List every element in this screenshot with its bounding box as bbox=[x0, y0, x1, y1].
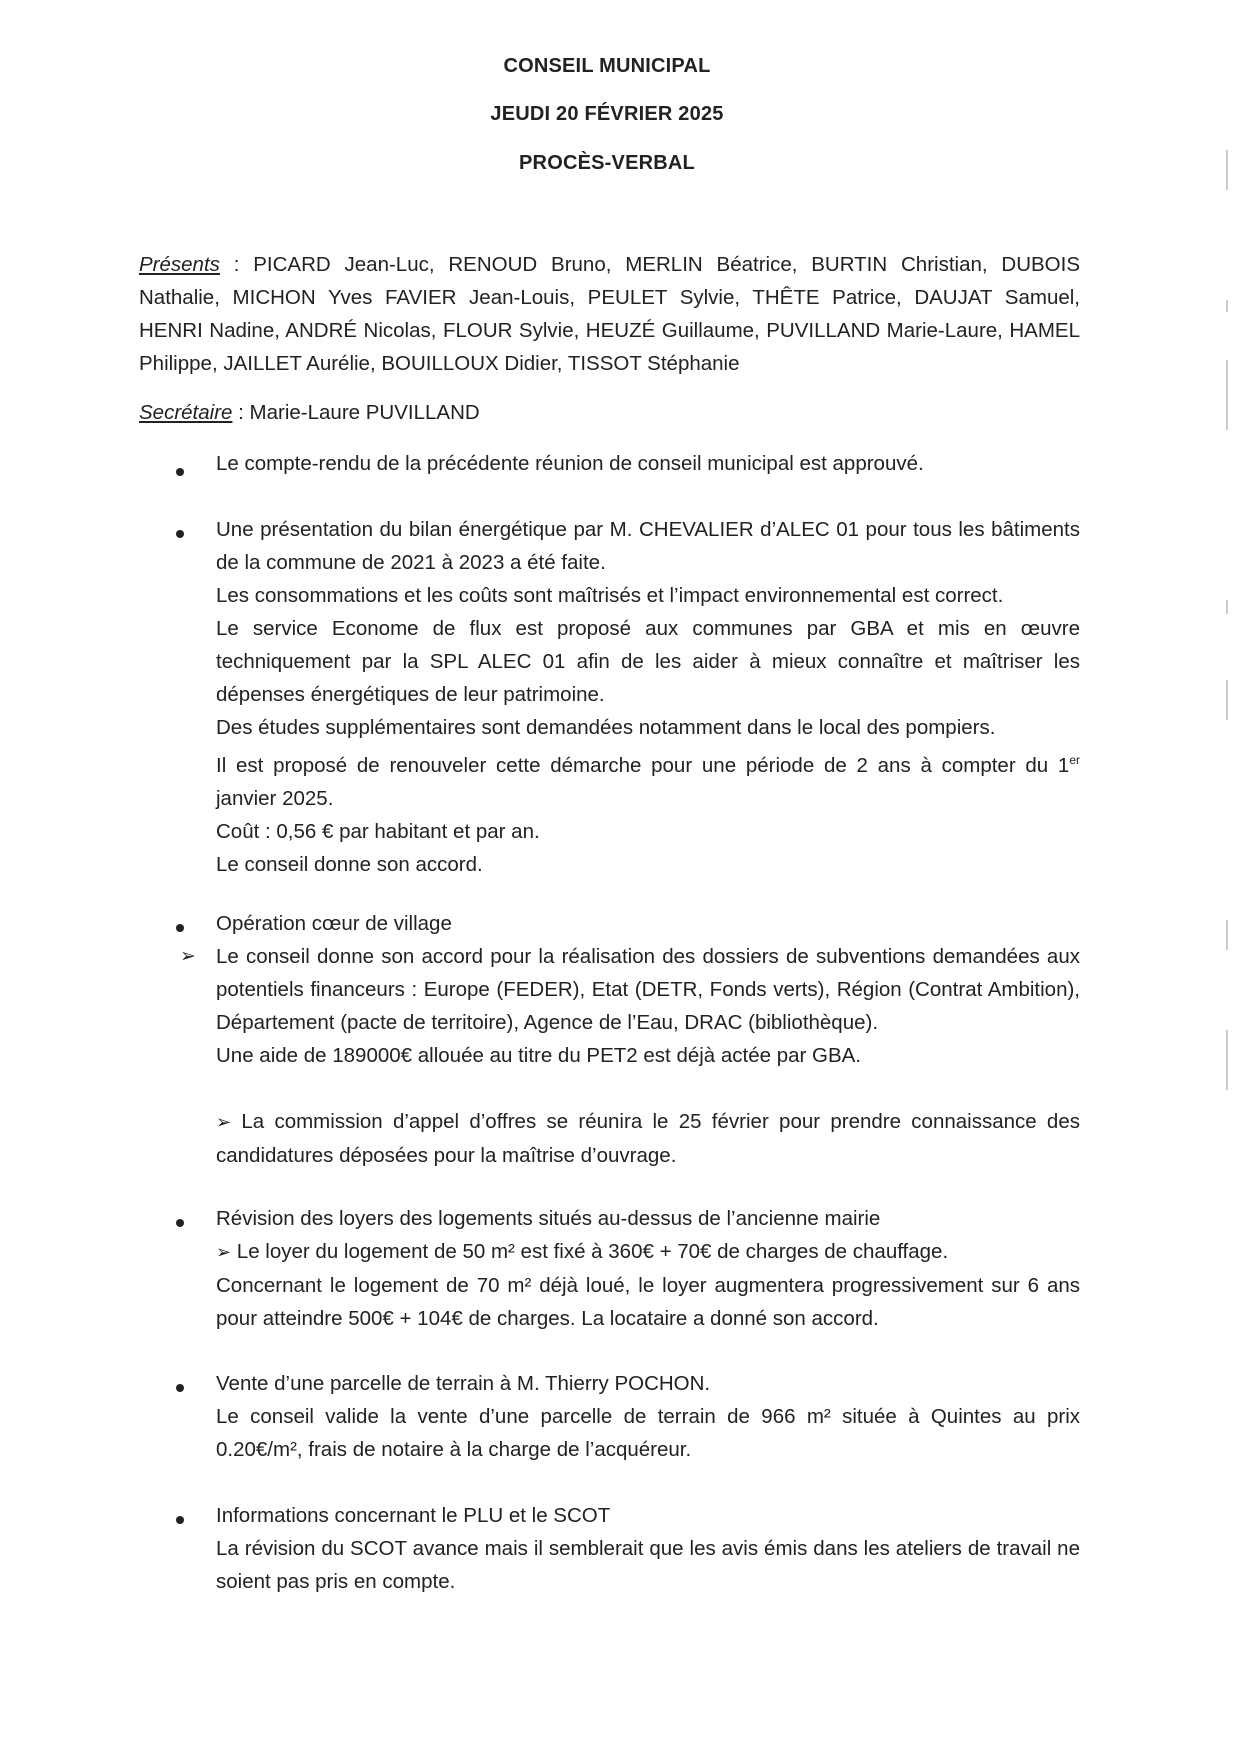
secretary-label: Secrétaire bbox=[139, 401, 233, 424]
loyers-p1 bbox=[216, 1235, 1080, 1269]
item-village bbox=[216, 907, 1080, 1172]
energy-p5 bbox=[216, 744, 1080, 815]
bullet-icon bbox=[176, 1384, 184, 1392]
item-approval bbox=[216, 447, 1080, 480]
header-subtitle: PROCÈS-VERBAL bbox=[519, 152, 695, 174]
attendees-paragraph bbox=[139, 248, 1080, 380]
attendees-list: PICARD Jean-Luc, RENOUD Bruno, MERLIN Béatrice, BURTIN Christian, DUBOIS Nathalie, MICHON Yves FAVIER Jean-Louis, PEULET Sylvie, THÊTE Patrice, DAUJAT Samuel, HENRI Nadine, ANDRÉ Nicolas, FLOUR Sylvie, HEUZÉ Guillaume, PUVILLAND Marie-Laure, HAMEL Philippe, JAILLET Aurélie, BOUILLOUX Didier, TISSOT Stéphanie bbox=[139, 253, 1080, 375]
energy-p7: Le conseil donne son accord. bbox=[216, 852, 483, 876]
village-p2: Une aide de 189000€ allouée au titre du PET2 est déjà actée par GBA. bbox=[216, 1044, 862, 1067]
village-title: Opération cœur de village bbox=[216, 912, 452, 935]
energy-p2: Les consommations et les coûts sont maîtrisés et l’impact environnemental est correct. bbox=[216, 584, 1004, 607]
scan-mark bbox=[1226, 300, 1228, 312]
bullet-icon bbox=[176, 924, 184, 932]
arrow-icon: ➢ bbox=[216, 1112, 232, 1132]
bullet-icon bbox=[176, 530, 184, 538]
energy-p4: Des études supplémentaires sont demandées notamment dans le local des pompiers. bbox=[216, 716, 996, 739]
scan-mark bbox=[1226, 600, 1228, 614]
item-energy bbox=[216, 513, 1080, 881]
scan-mark bbox=[1226, 920, 1228, 950]
bullet-icon bbox=[176, 468, 184, 476]
energy-p1: Une présentation du bilan énergétique par M. CHEVALIER d’ALEC 01 pour tous les bâtiments de la commune de 2021 à 2023 a été faite. bbox=[216, 518, 1080, 574]
vente-p1: Le conseil valide la vente d’une parcelle de terrain de 966 m² située à Quintes au prix 0.20€/m², frais de notaire à la charge de l’acquéreur. bbox=[216, 1405, 1080, 1461]
plu-title: Informations concernant le PLU et le SCOT bbox=[216, 1504, 611, 1527]
approval-text: Le compte-rendu de la précédente réunion de conseil municipal est approuvé. bbox=[216, 452, 924, 475]
energy-p5-a: Il est proposé de renouveler cette démarche pour une période de 2 ans à compter du 1 bbox=[216, 753, 1070, 777]
energy-p5-sup: er bbox=[1069, 753, 1080, 767]
scan-mark bbox=[1226, 150, 1228, 190]
loyers-p1-text: Le loyer du logement de 50 m² est fixé à 360€ + 70€ de charges de chauffage. bbox=[236, 1240, 949, 1263]
energy-p3: Le service Econome de flux est proposé aux communes par GBA et mis en œuvre techniquement par la SPL ALEC 01 afin de les aider à mieux connaître et maîtriser les dépenses énergétiques de leur patrimoine. bbox=[216, 617, 1080, 706]
plu-p1: La révision du SCOT avance mais il semblerait que les avis émis dans les ateliers de travail ne soient pas pris en compte. bbox=[216, 1537, 1080, 1593]
item-vente bbox=[216, 1367, 1080, 1466]
village-p1: Le conseil donne son accord pour la réalisation des dossiers de subventions demandées aux potentiels financeurs : Europe (FEDER), Etat (DETR, Fonds verts), Région (Contrat Ambition), Département (pacte de territoire), Agence de l’Eau, DRAC (bibliothèque). bbox=[216, 945, 1080, 1034]
village-p3-text: La commission d’appel d’offres se réunira le 25 février pour prendre connaissance des candidatures déposées pour la maîtrise d’ouvrage. bbox=[216, 1110, 1080, 1167]
bullet-icon bbox=[176, 1219, 184, 1227]
arrow-bullet-icon: ➢ bbox=[180, 946, 196, 967]
scan-mark bbox=[1226, 1030, 1228, 1090]
scan-margin-marks bbox=[1226, 0, 1230, 1754]
secretary-separator: : bbox=[232, 401, 250, 424]
item-loyers bbox=[216, 1202, 1080, 1335]
vente-title: Vente d’une parcelle de terrain à M. Thierry POCHON. bbox=[216, 1372, 711, 1395]
arrow-icon: ➢ bbox=[216, 1242, 232, 1262]
loyers-p2: Concernant le logement de 70 m² déjà loué, le loyer augmentera progressivement sur 6 ans pour atteindre 500€ + 104€ de charges. La locataire a donné son accord. bbox=[216, 1274, 1080, 1330]
attendees-label: Présents bbox=[139, 253, 220, 276]
secretary-name: Marie-Laure PUVILLAND bbox=[249, 401, 480, 424]
attendees-separator: : bbox=[219, 253, 254, 276]
header-date: JEUDI 20 FÉVRIER 2025 bbox=[490, 103, 724, 125]
energy-p5-b: janvier 2025. bbox=[216, 786, 334, 810]
village-p3 bbox=[216, 1105, 1080, 1172]
loyers-title: Révision des loyers des logements situés au-dessus de l’ancienne mairie bbox=[216, 1207, 881, 1230]
secretary-line bbox=[139, 396, 480, 429]
energy-p6: Coût : 0,56 € par habitant et par an. bbox=[216, 819, 540, 843]
header-title: CONSEIL MUNICIPAL bbox=[503, 55, 711, 77]
scan-mark bbox=[1226, 680, 1228, 720]
bullet-icon bbox=[176, 1516, 184, 1524]
scan-mark bbox=[1226, 360, 1228, 430]
item-plu bbox=[216, 1499, 1080, 1598]
